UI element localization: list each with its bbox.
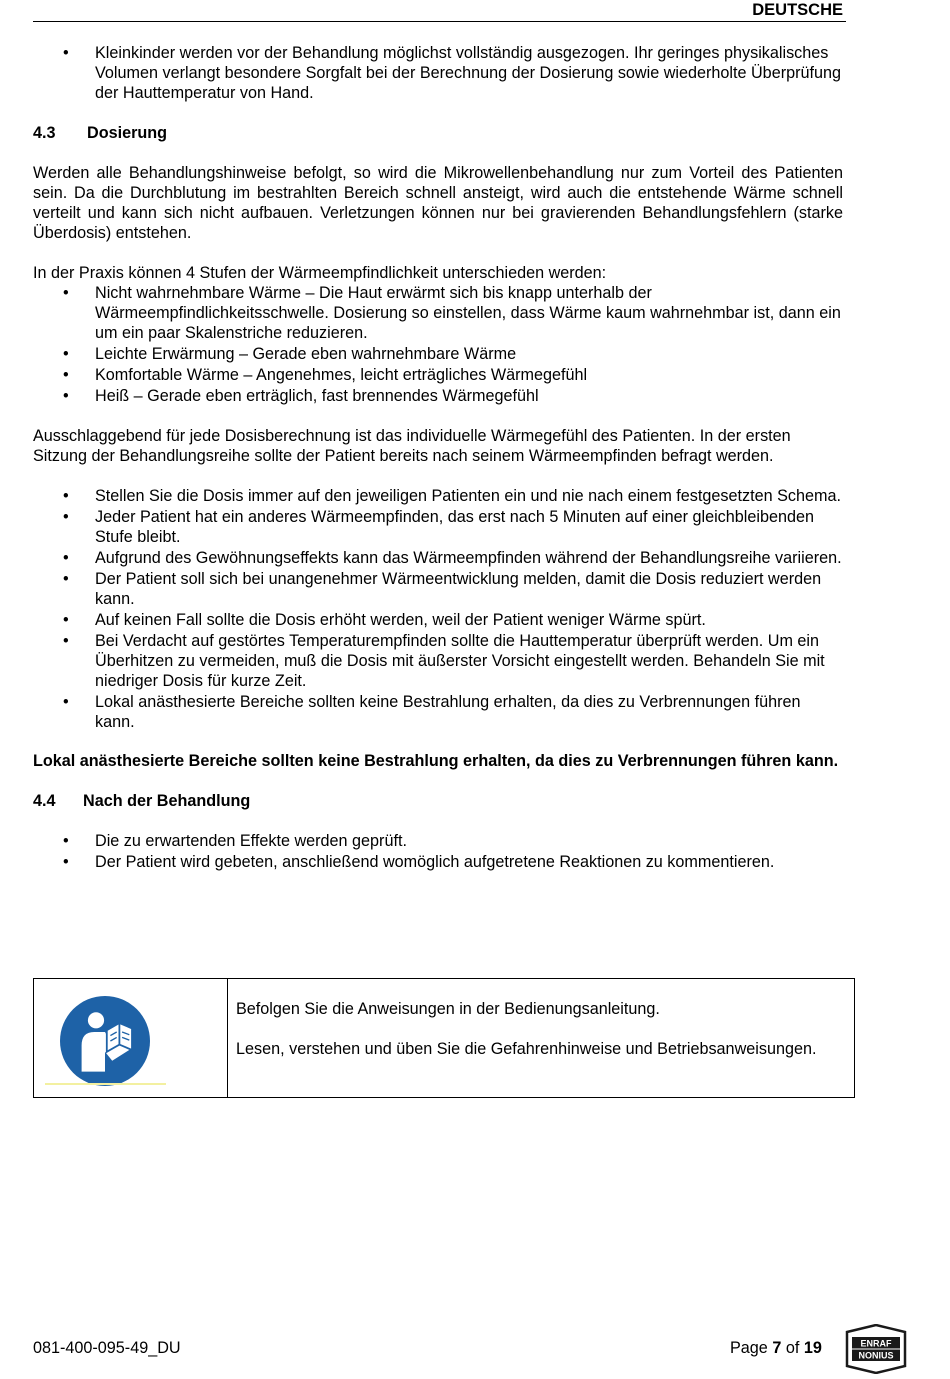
dose-calculation-paragraph: Ausschlaggebend für jede Dosisberechnung ist das individuelle Wärmegefühl des Patienten. In der ersten Sitzung der Behandlungsreihe sollte der Patient bereits nach seinem Wärmeempfinden befragt werden. [33, 427, 791, 465]
section-heading-4-3: 4.3 Dosierung [33, 124, 168, 142]
notice-line-2: Lesen, verstehen und üben Sie die Gefahrenhinweise und Betriebsanweisungen. [236, 1040, 817, 1058]
list-item: • Lokal anästhesierte Bereiche sollten keine Bestrahlung erhalten, da dies zu Verbrennungen führen kann. [33, 692, 843, 732]
page-number: Page 7 of 19 [730, 1339, 822, 1357]
levels-intro: In der Praxis können 4 Stufen der Wärmeempfindlichkeit unterschieden werden: [33, 264, 607, 282]
page-header [33, 0, 846, 22]
notice-line-1: Befolgen Sie die Anweisungen in der Bedienungsanleitung. [236, 1000, 660, 1018]
notice-text [236, 999, 836, 1059]
dosage-rules-list [33, 486, 843, 732]
page-content [33, 43, 843, 873]
list-item: • Die zu erwartenden Effekte werden geprüft. [33, 831, 843, 851]
list-item: • Der Patient soll sich bei unangenehmer Wärmeentwicklung melden, damit die Dosis reduziert werden kann. [33, 569, 843, 609]
intro-bullet-list [33, 43, 843, 103]
list-item: • Stellen Sie die Dosis immer auf den jeweiligen Patienten ein und nie nach einem festgesetzten Schema. [33, 486, 843, 506]
list-item: • Bei Verdacht auf gestörtes Temperaturempfinden sollte die Hauttemperatur überprüft werden. Um ein Überhitzen zu vermeiden, muß die Dosis mit äußerster Vorsicht eingestellt werden. Behandeln Sie mit niedriger Dosis für kurze Zeit. [33, 631, 843, 691]
heat-levels-list [33, 283, 843, 406]
notice-icon-cell [34, 979, 228, 1097]
after-treatment-list [33, 831, 843, 872]
list-item: • Kleinkinder werden vor der Behandlung möglichst vollständig ausgezogen. Ihr geringes physikalisches Volumen verlangt besondere Sorgfalt bei der Berechnung der Dosierung sowie wiederholte Überprüfung der Hauttemperatur von Hand. [33, 43, 843, 103]
list-item: • Komfortable Wärme – Angenehmes, leicht erträgliches Wärmegefühl [33, 365, 843, 385]
language-label: DEUTSCHE [752, 1, 843, 19]
list-item: • Leichte Erwärmung – Gerade eben wahrnehmbare Wärme [33, 344, 843, 364]
section-heading-4-4: 4.4 Nach der Behandlung [33, 792, 251, 810]
dosage-paragraph: Werden alle Behandlungshinweise befolgt, so wird die Mikrowellenbehandlung nur zum Vorteil des Patienten sein. Da die Durchblutung im bestrahlten Bereich schnell ansteigt, wird auch die entstehende Wärme schnell verteilt und kann sich nicht aufbauen. Verletzungen können nur bei gravierenden Behandlungsfehlern (starke Überdosis) entstehen. [33, 164, 843, 242]
enraf-nonius-logo [843, 1324, 909, 1374]
read-manual-icon [60, 996, 150, 1086]
list-item: • Heiß – Gerade eben erträglich, fast brennendes Wärmegefühl [33, 386, 843, 406]
svg-text:NONIUS: NONIUS [858, 1350, 894, 1361]
list-item: • Auf keinen Fall sollte die Dosis erhöht werden, weil der Patient weniger Wärme spürt. [33, 610, 843, 630]
icon-underline [45, 1083, 166, 1085]
warning-text: Lokal anästhesierte Bereiche sollten keine Bestrahlung erhalten, da dies zu Verbrennungen führen kann. [33, 752, 839, 770]
document-code: 081-400-095-49_DU [33, 1339, 181, 1357]
list-item: • Nicht wahrnehmbare Wärme – Die Haut erwärmt sich bis knapp unterhalb der Wärmeempfindlichkeitsschwelle. Dosierung so einstellen, dass Wärme kaum wahrnehmbar ist, dann ein um ein paar Skalenstriche reduzieren. [33, 283, 843, 343]
list-item: • Jeder Patient hat ein anderes Wärmeempfinden, das erst nach 5 Minuten auf einer gleichbleibenden Stufe bleibt. [33, 507, 843, 547]
list-item: • Der Patient wird gebeten, anschließend womöglich aufgetretene Reaktionen zu kommentieren. [33, 852, 843, 872]
svg-text:ENRAF: ENRAF [860, 1338, 892, 1349]
list-item: • Aufgrund des Gewöhnungseffekts kann das Wärmeempfinden während der Behandlungsreihe variieren. [33, 548, 843, 568]
manual-notice-box [33, 978, 855, 1098]
